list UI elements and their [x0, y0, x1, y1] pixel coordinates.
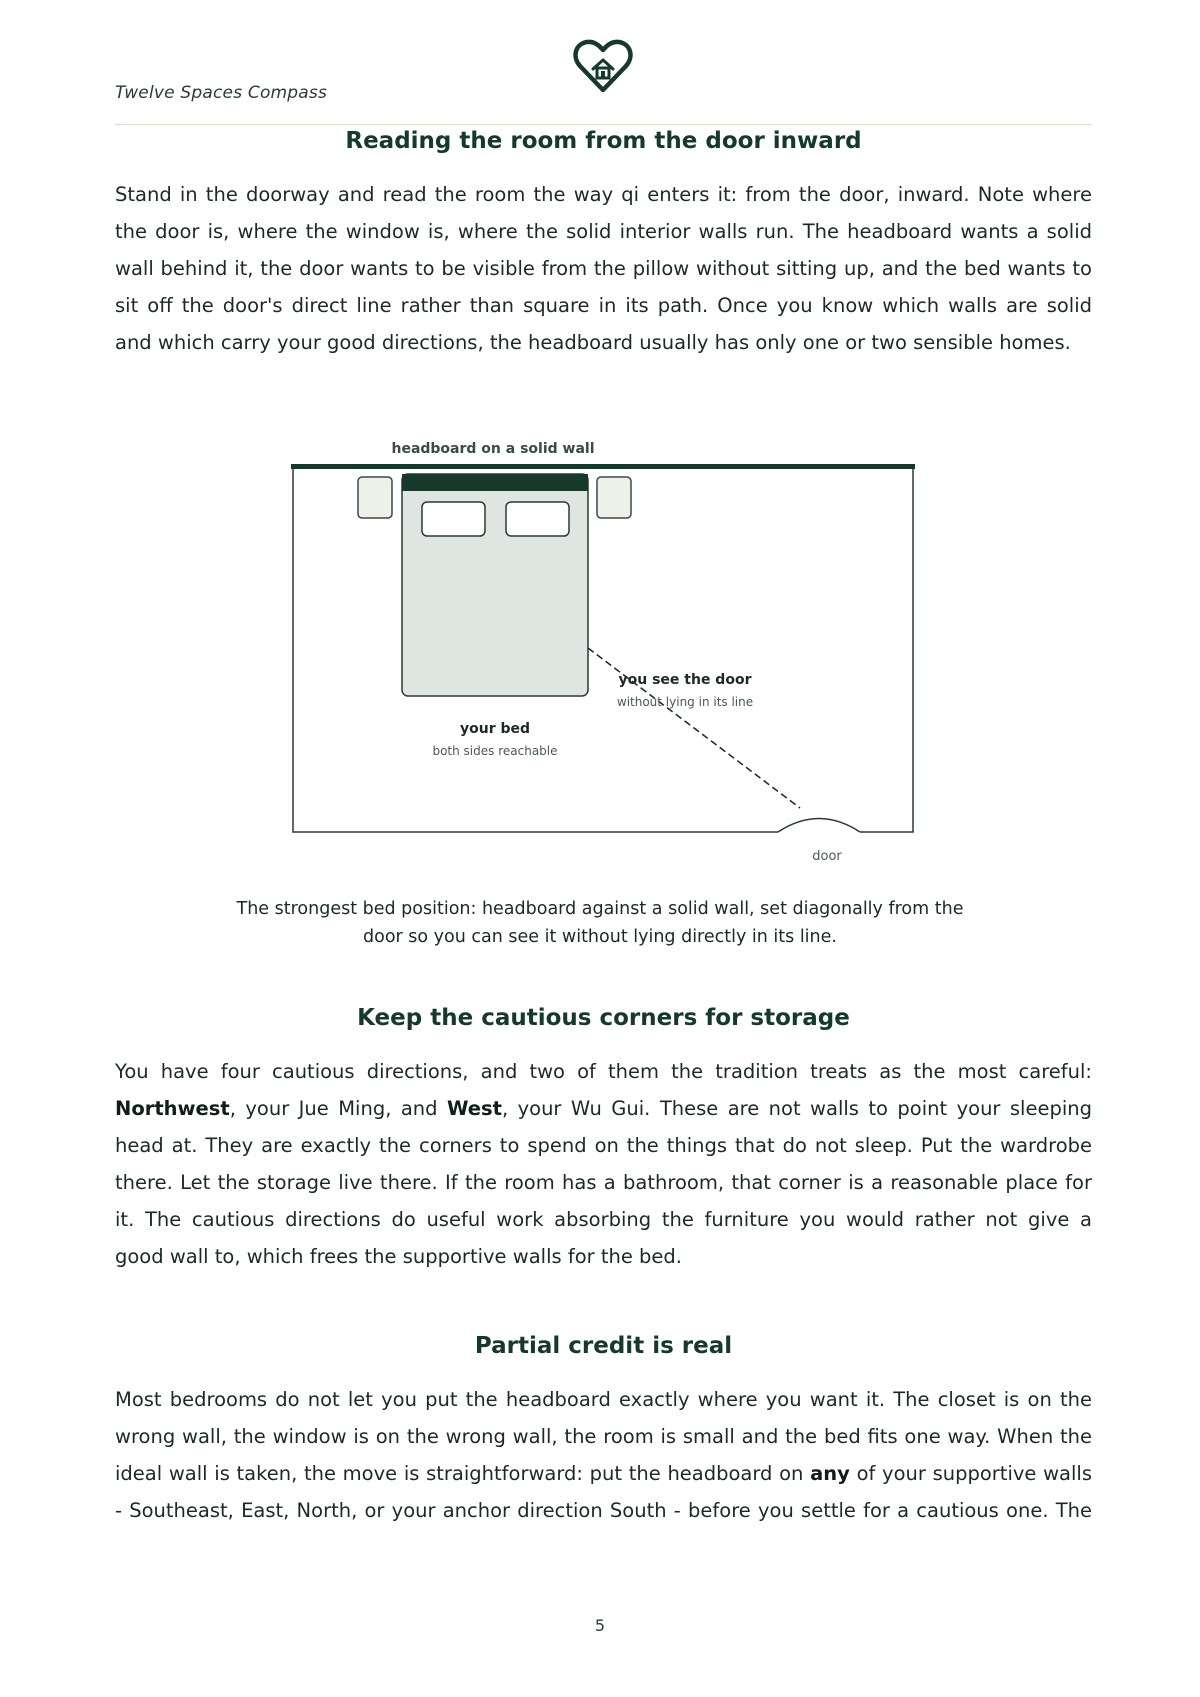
- text-line: ideal wall is taken, the move is straightforward: put the headboard on any of your supportive walls: [115, 1462, 1092, 1485]
- section-heading: Keep the cautious corners for storage: [357, 1005, 850, 1031]
- figure-caption: [200, 895, 1000, 951]
- text-line: wall behind it, the door wants to be visible from the pillow without sitting up, and the bed wants to: [115, 257, 1092, 280]
- pillow-left: [422, 502, 485, 536]
- text-line: wrong wall, the window is on the wrong wall, the room is small and the bed fits one way. When the: [115, 1425, 1092, 1448]
- running-title: Twelve Spaces Compass: [115, 83, 328, 103]
- body-paragraph: [115, 1053, 1092, 1275]
- text-line: head at. They are exactly the corners to spend on the things that do not sleep. Put the wardrobe: [115, 1134, 1092, 1157]
- section-heading: Partial credit is real: [474, 1333, 733, 1359]
- section-heading: Reading the room from the door inward: [345, 128, 862, 154]
- text-line: Northwest, your Jue Ming, and West, your Wu Gui. These are not walls to point your sleeping: [115, 1097, 1092, 1120]
- text-line: it. The cautious directions do useful work absorbing the furniture you would rather not give a: [115, 1208, 1092, 1231]
- door-opening: [778, 826, 860, 836]
- header-rule: [115, 124, 1092, 125]
- strong-text: Northwest: [115, 1097, 230, 1120]
- text-line: Most bedrooms do not let you put the headboard exactly where you want it. The closet is on the: [115, 1388, 1092, 1411]
- caption-line: The strongest bed position: headboard against a solid wall, set diagonally from the: [236, 899, 964, 919]
- sightline-sublabel: without lying in its line: [616, 695, 754, 709]
- heart-house-icon: [572, 38, 634, 94]
- body-paragraph: [115, 176, 1092, 361]
- sightline-label: you see the door: [618, 672, 752, 688]
- caption-line: door so you can see it without lying directly in its line.: [363, 927, 837, 947]
- room-outline: [293, 466, 913, 832]
- pillow-right: [506, 502, 569, 536]
- text-line: - Southeast, East, North, or your anchor direction South - before you settle for a cautious one. The: [115, 1499, 1092, 1522]
- solid-wall: [291, 464, 915, 469]
- headboard-label: headboard on a solid wall: [391, 441, 595, 457]
- text-line: there. Let the storage live there. If the room has a bathroom, that corner is a reasonable place for: [115, 1171, 1092, 1194]
- bed-label: your bed: [459, 721, 531, 737]
- strong-text: any: [810, 1462, 850, 1485]
- text-line: the door is, where the window is, where the solid interior walls run. The headboard wants a solid: [115, 220, 1092, 243]
- door-label: door: [812, 849, 842, 864]
- text-line: good wall to, which frees the supportive walls for the bed.: [115, 1245, 683, 1268]
- page-number: 5: [594, 1616, 606, 1635]
- strong-text: West: [446, 1097, 502, 1120]
- nightstand-left: [358, 477, 392, 518]
- text-line: and which carry your good directions, the headboard usually has only one or two sensible homes.: [115, 331, 1071, 354]
- headboard: [402, 474, 588, 491]
- nightstand-right: [597, 477, 631, 518]
- text-line: Stand in the doorway and read the room the way qi enters it: from the door, inward. Note where: [115, 183, 1092, 206]
- text-line: You have four cautious directions, and two of them the tradition treats as the most careful:: [115, 1060, 1092, 1083]
- body-paragraph: [115, 1381, 1092, 1529]
- text-line: sit off the door's direct line rather than square in its path. Once you know which walls are solid: [115, 294, 1092, 317]
- bed-sublabel: both sides reachable: [432, 744, 558, 758]
- bed-placement-diagram: [280, 430, 920, 870]
